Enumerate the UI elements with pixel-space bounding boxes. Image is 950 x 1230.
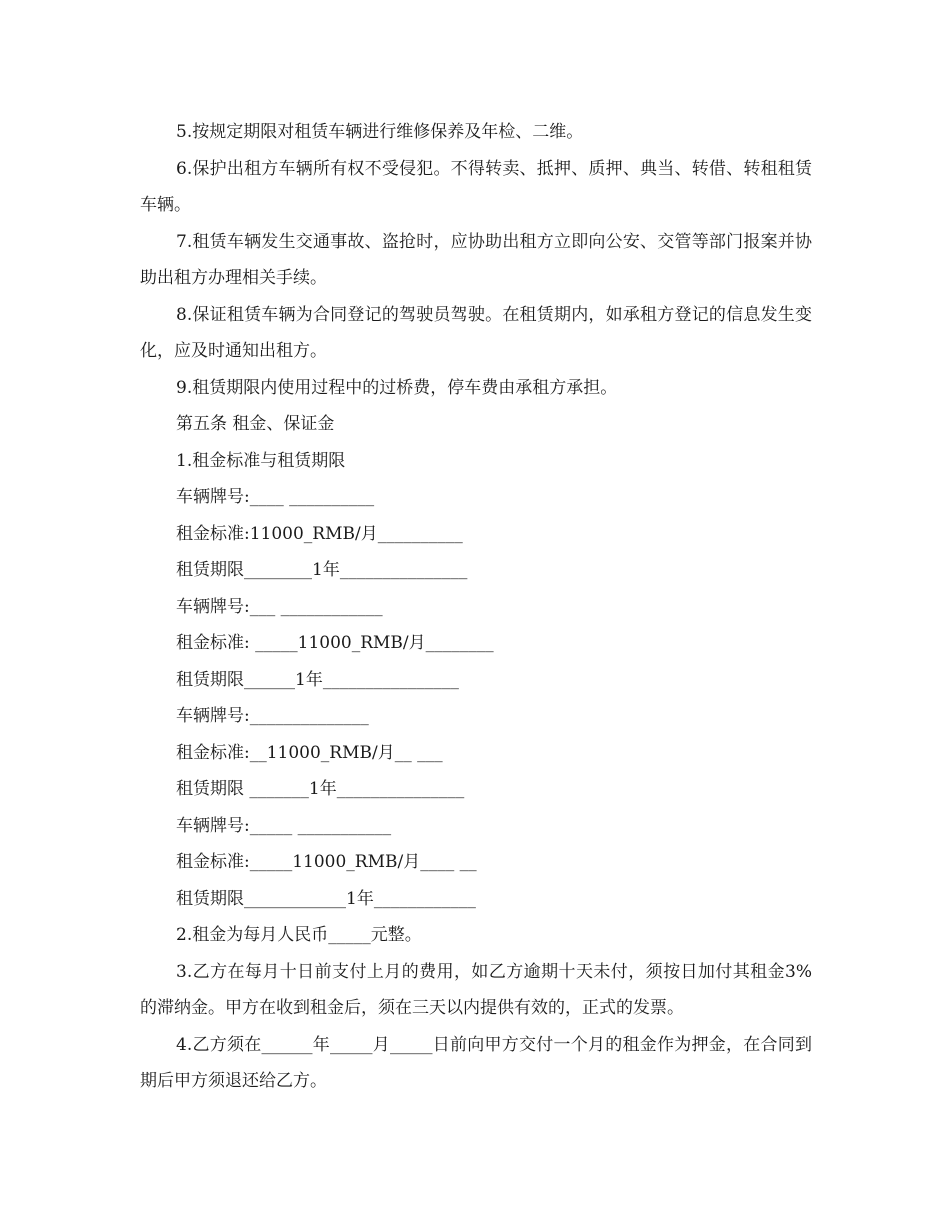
- lease-term-line: 租赁期限 _______1年_______________: [176, 779, 465, 799]
- rent-standard-line: 租金标准:_____11000_RMB/月____ __: [176, 852, 477, 872]
- lease-term-line: 租赁期限______1年________________: [176, 669, 459, 690]
- document-body: [140, 114, 812, 1100]
- rent-standard-line: 租金标准: _____11000_RMB/月________: [176, 633, 494, 653]
- clause-9-fees: 9.租赁期限内使用过程中的过桥费，停车费由承租方承担。: [176, 377, 618, 398]
- plate-number-line: 车辆牌号:____ __________: [176, 487, 375, 507]
- monthly-rent-clause: 2.租金为每月人民币_____元整。: [176, 925, 422, 945]
- late-payment-clause: 3.乙方在每月十日前支付上月的费用，如乙方逾期十天未付，须按日加付其租金3%的滞纳金。甲方在收到租金后，须在三天以内提供有效的，正式的发票。: [140, 961, 812, 1018]
- clause-7-accident: 7.租赁车辆发生交通事故、盗抢时，应协助出租方立即向公安、交管等部门报案并协助出租方办理相关手续。: [140, 231, 812, 288]
- clause-6-ownership: 6.保护出租方车辆所有权不受侵犯。不得转卖、抵押、质押、典当、转借、转租租赁车辆。: [140, 158, 812, 215]
- clause-8-driver: 8.保证租赁车辆为合同登记的驾驶员驾驶。在租赁期内，如承租方登记的信息发生变化，应及时通知出租方。: [140, 304, 812, 361]
- lease-term-line: 租赁期限________1年_______________: [176, 560, 468, 580]
- rent-standard-line: 租金标准:__11000_RMB/月__ ___: [176, 742, 443, 763]
- plate-number-line: 车辆牌号:___ ____________: [176, 596, 383, 617]
- plate-number-line: 车辆牌号:_____ ___________: [176, 815, 392, 836]
- deposit-clause: 4.乙方须在______年_____月_____日前向甲方交付一个月的租金作为押金，在合同到期后甲方须退还给乙方。: [140, 1034, 812, 1091]
- article-5-heading: 第五条 租金、保证金: [176, 414, 335, 434]
- rent-standard-heading: 1.租金标准与租赁期限: [176, 450, 346, 471]
- rent-standard-line: 租金标准:11000_RMB/月__________: [176, 523, 463, 544]
- lease-term-line: 租赁期限____________1年____________: [176, 888, 476, 909]
- plate-number-line: 车辆牌号:______________: [176, 706, 369, 726]
- clause-5-maintenance: 5.按规定期限对租赁车辆进行维修保养及年检、二维。: [176, 122, 584, 142]
